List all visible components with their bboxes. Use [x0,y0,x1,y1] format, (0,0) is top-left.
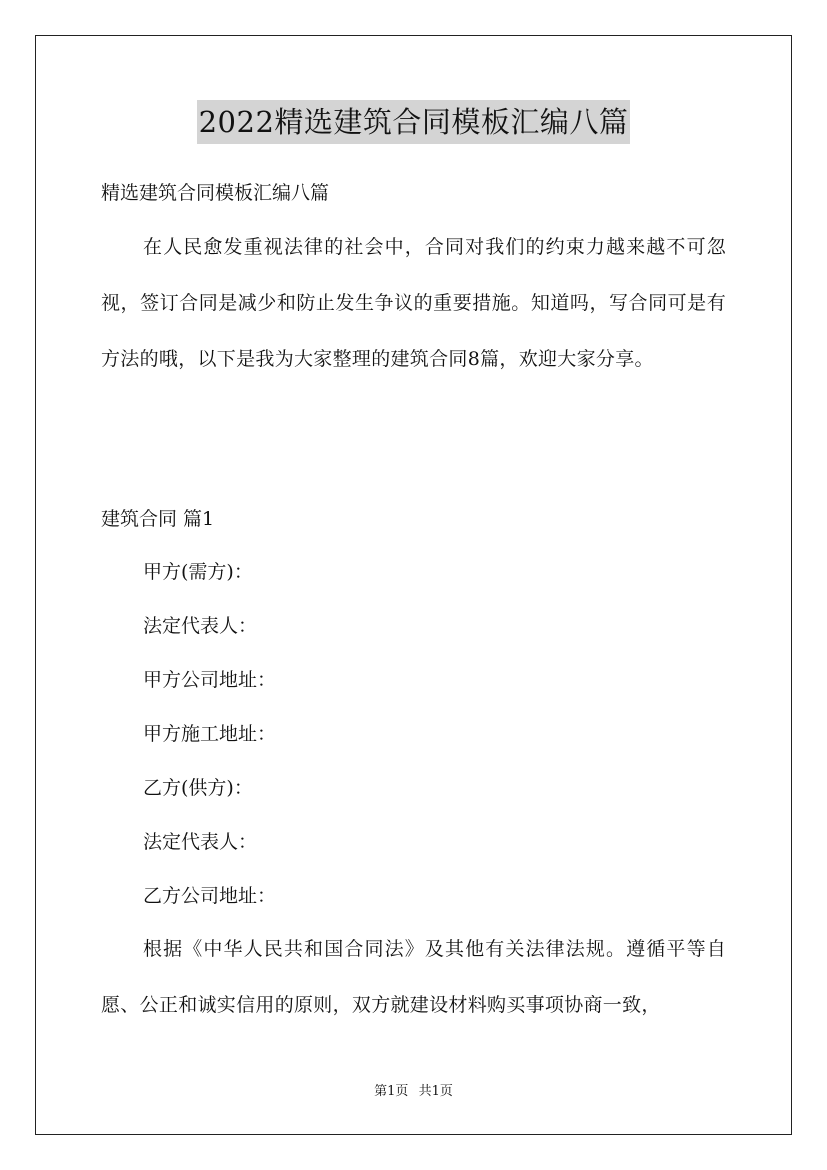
page-footer [0,1082,827,1102]
field-party-a: 甲方(需方)： [143,561,253,583]
field-company-address-a: 甲方公司地址： [143,669,277,691]
field-legal-rep-b: 法定代表人： [143,831,258,853]
section-heading: 建筑合同 篇1 [101,508,215,530]
field-legal-rep-a: 法定代表人： [143,615,258,637]
page-total: 共1页 [418,1084,453,1099]
field-party-b: 乙方(供方)： [143,777,253,799]
field-company-address-b: 乙方公司地址： [143,885,277,907]
document-subtitle: 精选建筑合同模板汇编八篇 [101,182,330,204]
title-container [0,100,827,144]
field-construction-address-a: 甲方施工地址： [143,723,277,745]
intro-paragraph: 在人民愈发重视法律的社会中，合同对我们的约束力越来越不可忽视，签订合同是减少和防止发生争议的重要措施。知道吗，写合同可是有方法的哦，以下是我为大家整理的建筑合同8篇，欢迎大家分享。 [101,236,726,370]
document-title: 2022精选建筑合同模板汇编八篇 [197,100,631,144]
body-paragraph: 根据《中华人民共和国合同法》及其他有关法律法规。遵循平等自愿、公正和诚实信用的原则，双方就建设材料购买事项协商一致， [101,938,726,1016]
page-number: 第1页 [374,1084,409,1099]
